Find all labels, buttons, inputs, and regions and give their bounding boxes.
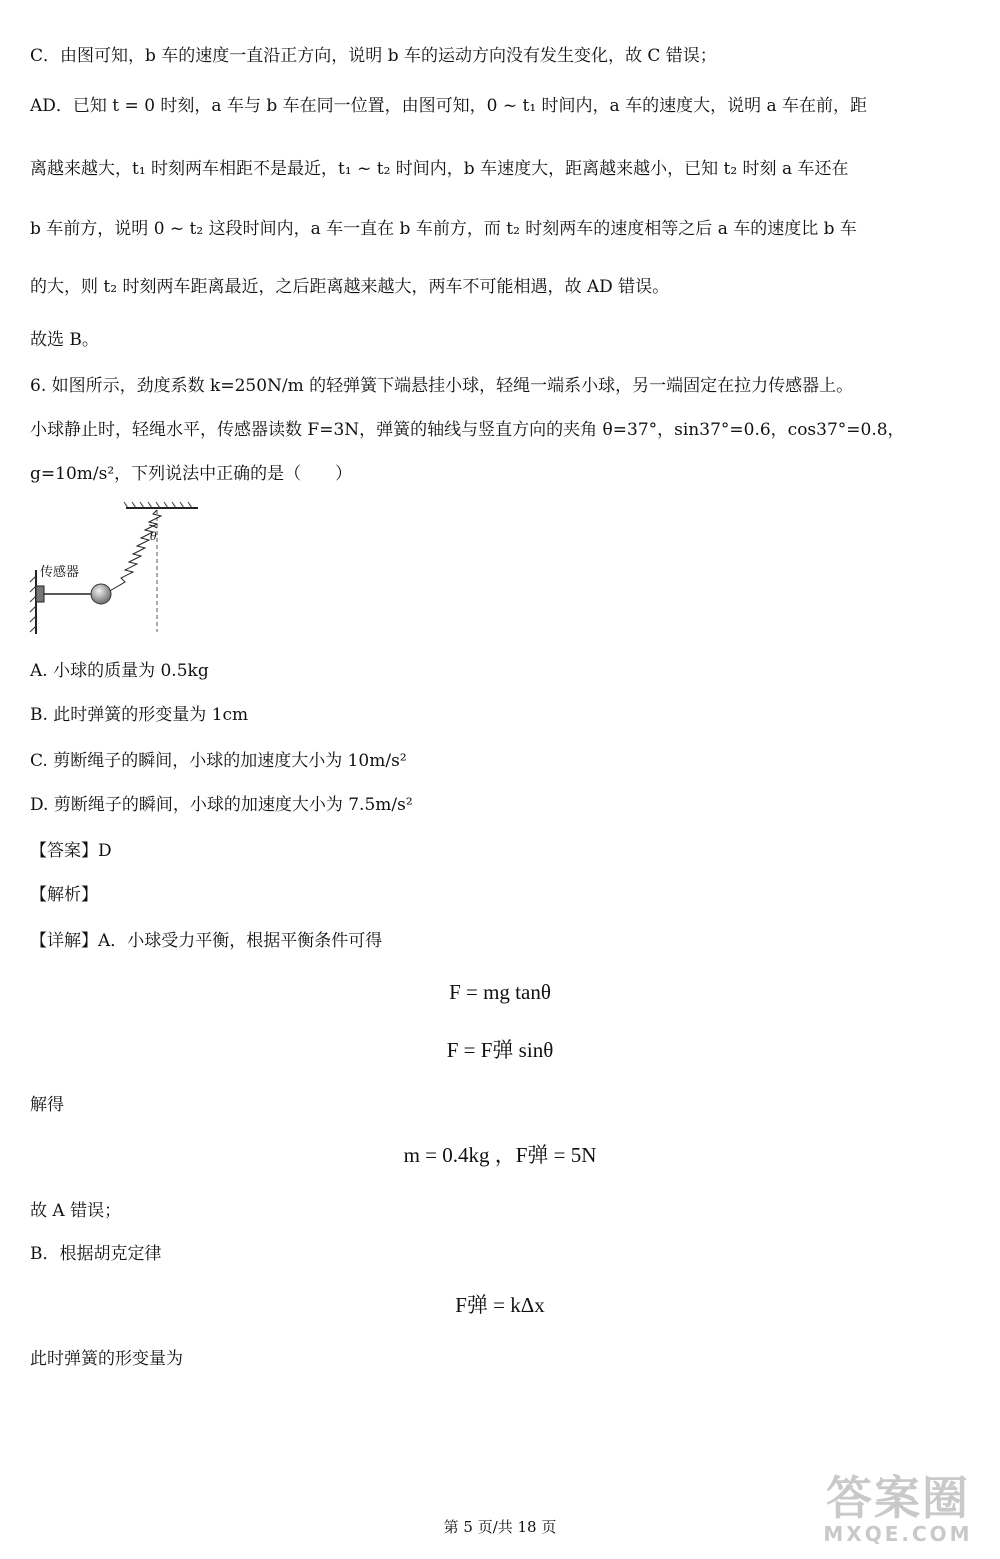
theta-label: θ: [150, 530, 157, 543]
ad-explanation-line-4: 的大，则 t₂ 时刻两车距离最近，之后距离越来越大，两车不可能相遇，故 AD 错误。: [30, 277, 670, 297]
page-footer: 第 5 页/共 18 页: [443, 1518, 557, 1536]
ad-explanation-line-2: 离越来越大，t₁ 时刻两车相距不是最近，t₁ ~ t₂ 时间内，b 车速度大，距离越来越小，已知 t₂ 时刻 a 车还在: [30, 159, 849, 179]
detail-b: B．根据胡克定律: [30, 1244, 162, 1264]
sensor-label: 传感器: [40, 565, 80, 580]
formula-1: F = mg tanθ: [449, 980, 551, 1004]
q6-stem-line-1: 6. 如图所示，劲度系数 k=250N/m 的轻弹簧下端悬挂小球，轻绳一端系小球，另一端固定在拉力传感器上。: [30, 376, 854, 396]
watermark-logo: 答案圈: [826, 1471, 970, 1525]
deform-label: 此时弹簧的形变量为: [30, 1349, 183, 1369]
detail-a: 【详解】A．小球受力平衡，根据平衡条件可得: [30, 931, 383, 951]
watermark-url: MXQE.COM: [823, 1522, 973, 1546]
formula-2: F = F弹 sinθ: [446, 1038, 554, 1062]
option-a: A. 小球的质量为 0.5kg: [30, 661, 209, 681]
option-d: D. 剪断绳子的瞬间，小球的加速度大小为 7.5m/s²: [30, 795, 413, 815]
option-c-explanation: C．由图可知，b 车的速度一直沿正方向，说明 b 车的运动方向没有发生变化，故 C 错误；: [30, 46, 717, 66]
analysis-title: 【解析】: [30, 885, 98, 905]
formula-4: F弹 = kΔx: [455, 1293, 545, 1317]
prev-choice: 故选 B。: [30, 330, 99, 350]
watermark: [808, 1473, 988, 1553]
ball: [91, 584, 111, 604]
formula-3: m = 0.4kg ，F弹 = 5N: [403, 1143, 597, 1167]
spring-ball-figure: [28, 500, 208, 640]
ad-explanation-line-3: b 车前方，说明 0 ~ t₂ 这段时间内，a 车一直在 b 车前方，而 t₂ 时刻两车的速度相等之后 a 车的速度比 b 车: [30, 219, 857, 239]
solve-label: 解得: [30, 1095, 64, 1115]
ad-explanation-line-1: AD．已知 t = 0 时刻，a 车与 b 车在同一位置，由图可知，0 ~ t₁ 时间内，a 车的速度大，说明 a 车在前，距: [30, 96, 868, 116]
option-b: B. 此时弹簧的形变量为 1cm: [30, 705, 249, 725]
q6-stem-line-3: g=10m/s²，下列说法中正确的是（ ）: [30, 464, 353, 484]
option-c: C. 剪断绳子的瞬间，小球的加速度大小为 10m/s²: [30, 751, 407, 771]
a-wrong: 故 A 错误；: [30, 1201, 122, 1221]
q6-stem-line-2: 小球静止时，轻绳水平，传感器读数 F=3N，弹簧的轴线与竖直方向的夹角 θ=37°，sin37°=0.6，cos37°=0.8，: [30, 420, 905, 440]
answer: 【答案】D: [30, 841, 112, 861]
